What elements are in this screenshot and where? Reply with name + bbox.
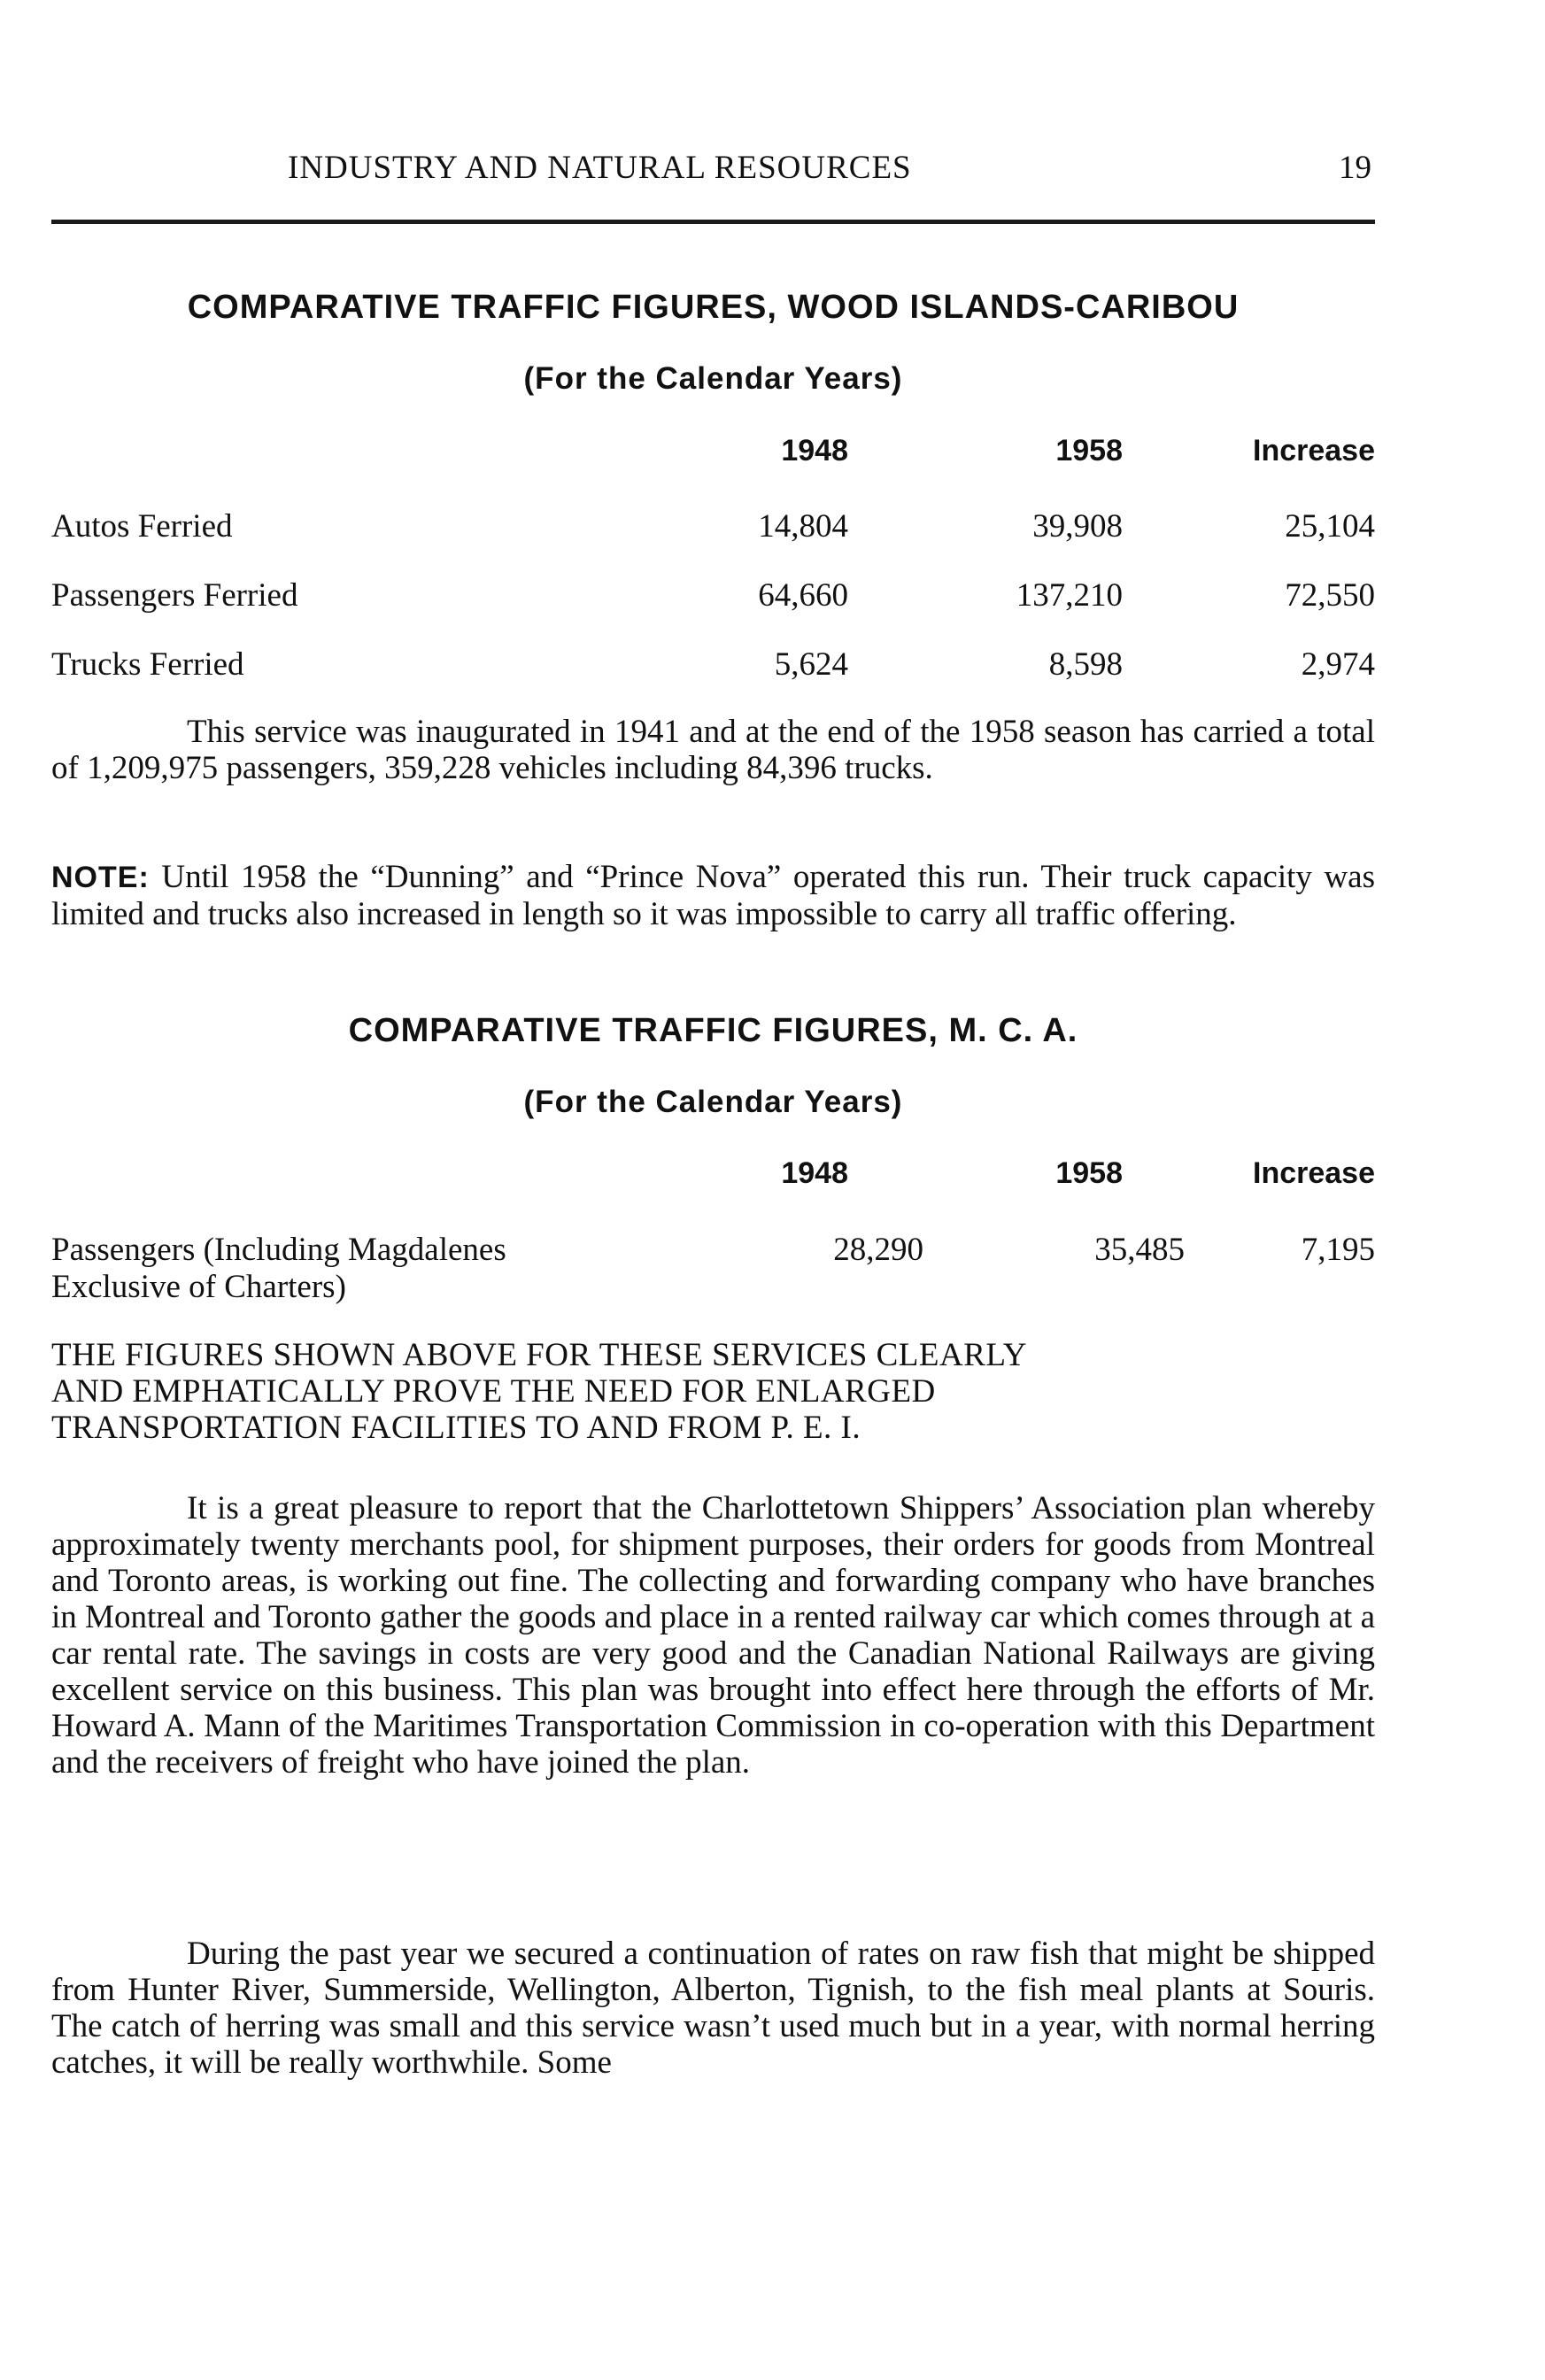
table-cell: 7,195 (1301, 1232, 1375, 1268)
table-cell: 35,485 (1094, 1232, 1185, 1268)
fish-paragraph: During the past year we secured a continuation of rates on raw fish that might be shipped from Hunter River, Summerside, Wellington, Alberton, Tignish, to the fish meal plants at Souris. The catch of herring was small and this service wasn’t used much but in a year, with normal herring catches, it will be really worthwhile. Some (51, 1936, 1375, 2081)
table-cell: 2,974 (1301, 646, 1375, 683)
section1-title: COMPARATIVE TRAFFIC FIGURES, WOOD ISLANDS-CARIBOU (187, 289, 1240, 326)
table-cell: 8,598 (1048, 646, 1123, 683)
section2-col-1948: 1948 (781, 1156, 848, 1190)
running-title: INDUSTRY AND NATURAL RESOURCES (288, 150, 912, 186)
note-paragraph (51, 859, 1375, 932)
table-cell: 14,804 (758, 508, 848, 545)
table-row-label: Trucks Ferried (51, 646, 244, 683)
section1-col-increase: Increase (1253, 434, 1375, 468)
document-page (51, 0, 1375, 2380)
section2-subtitle: (For the Calendar Years) (523, 1085, 903, 1119)
section2-col-1958: 1958 (1055, 1156, 1123, 1190)
table-cell: 25,104 (1285, 508, 1375, 545)
table-cell: 39,908 (1032, 508, 1123, 545)
statement-line: THE FIGURES SHOWN ABOVE FOR THESE SERVICES CLEARLY (51, 1337, 1028, 1373)
section1-col-1948: 1948 (781, 434, 848, 468)
header-rule (51, 220, 1375, 224)
section1-col-1958: 1958 (1055, 434, 1123, 468)
note-text: Until 1958 the “Dunning” and “Prince Nova” operated this run. Their truck capacity was limited and trucks also increased in length so it was impossible to carry all traffic offering. (51, 859, 1375, 932)
table-row-label-continued: Exclusive of Charters) (51, 1269, 346, 1305)
statement-line: AND EMPHATICALLY PROVE THE NEED FOR ENLARGED (51, 1373, 936, 1410)
table-row-label: Passengers Ferried (51, 577, 298, 614)
section2-title: COMPARATIVE TRAFFIC FIGURES, M. C. A. (348, 1012, 1078, 1049)
service-paragraph: This service was inaugurated in 1941 and at the end of the 1958 season has carried a total of 1,209,975 passengers, 359,228 vehicles including 84,396 trucks. (51, 714, 1375, 786)
shippers-paragraph: It is a great pleasure to report that the Charlottetown Shippers’ Association plan whereby approximately twenty merchants pool, for shipment purposes, their orders for goods from Montreal and Toronto areas, is working out fine. The collecting and forwarding company who have branches in Montreal and Toronto gather the goods and place in a rented railway car which comes through at a car rental rate. The savings in costs are very good and the Canadian National Railways are giving excellent service on this business. This plan was brought into effect here through the efforts of Mr. Howard A. Mann of the Maritimes Transportation Commission in co-operation with this Department and the receivers of freight who have joined the plan. (51, 1490, 1375, 1781)
section2-col-increase: Increase (1253, 1156, 1375, 1190)
page-number: 19 (1339, 150, 1371, 186)
table-cell: 64,660 (758, 577, 848, 614)
table-cell: 137,210 (1016, 577, 1123, 614)
table-cell: 72,550 (1285, 577, 1375, 614)
table-cell: 5,624 (774, 646, 848, 683)
running-header (51, 149, 1375, 202)
note-label: NOTE: (51, 861, 150, 894)
table-row-label: Autos Ferried (51, 508, 233, 545)
table-row-label: Passengers (Including Magdalenes (51, 1232, 506, 1268)
statement-line: TRANSPORTATION FACILITIES TO AND FROM P. E. I. (51, 1410, 861, 1446)
section1-subtitle: (For the Calendar Years) (523, 361, 903, 396)
table-cell: 28,290 (833, 1232, 923, 1268)
